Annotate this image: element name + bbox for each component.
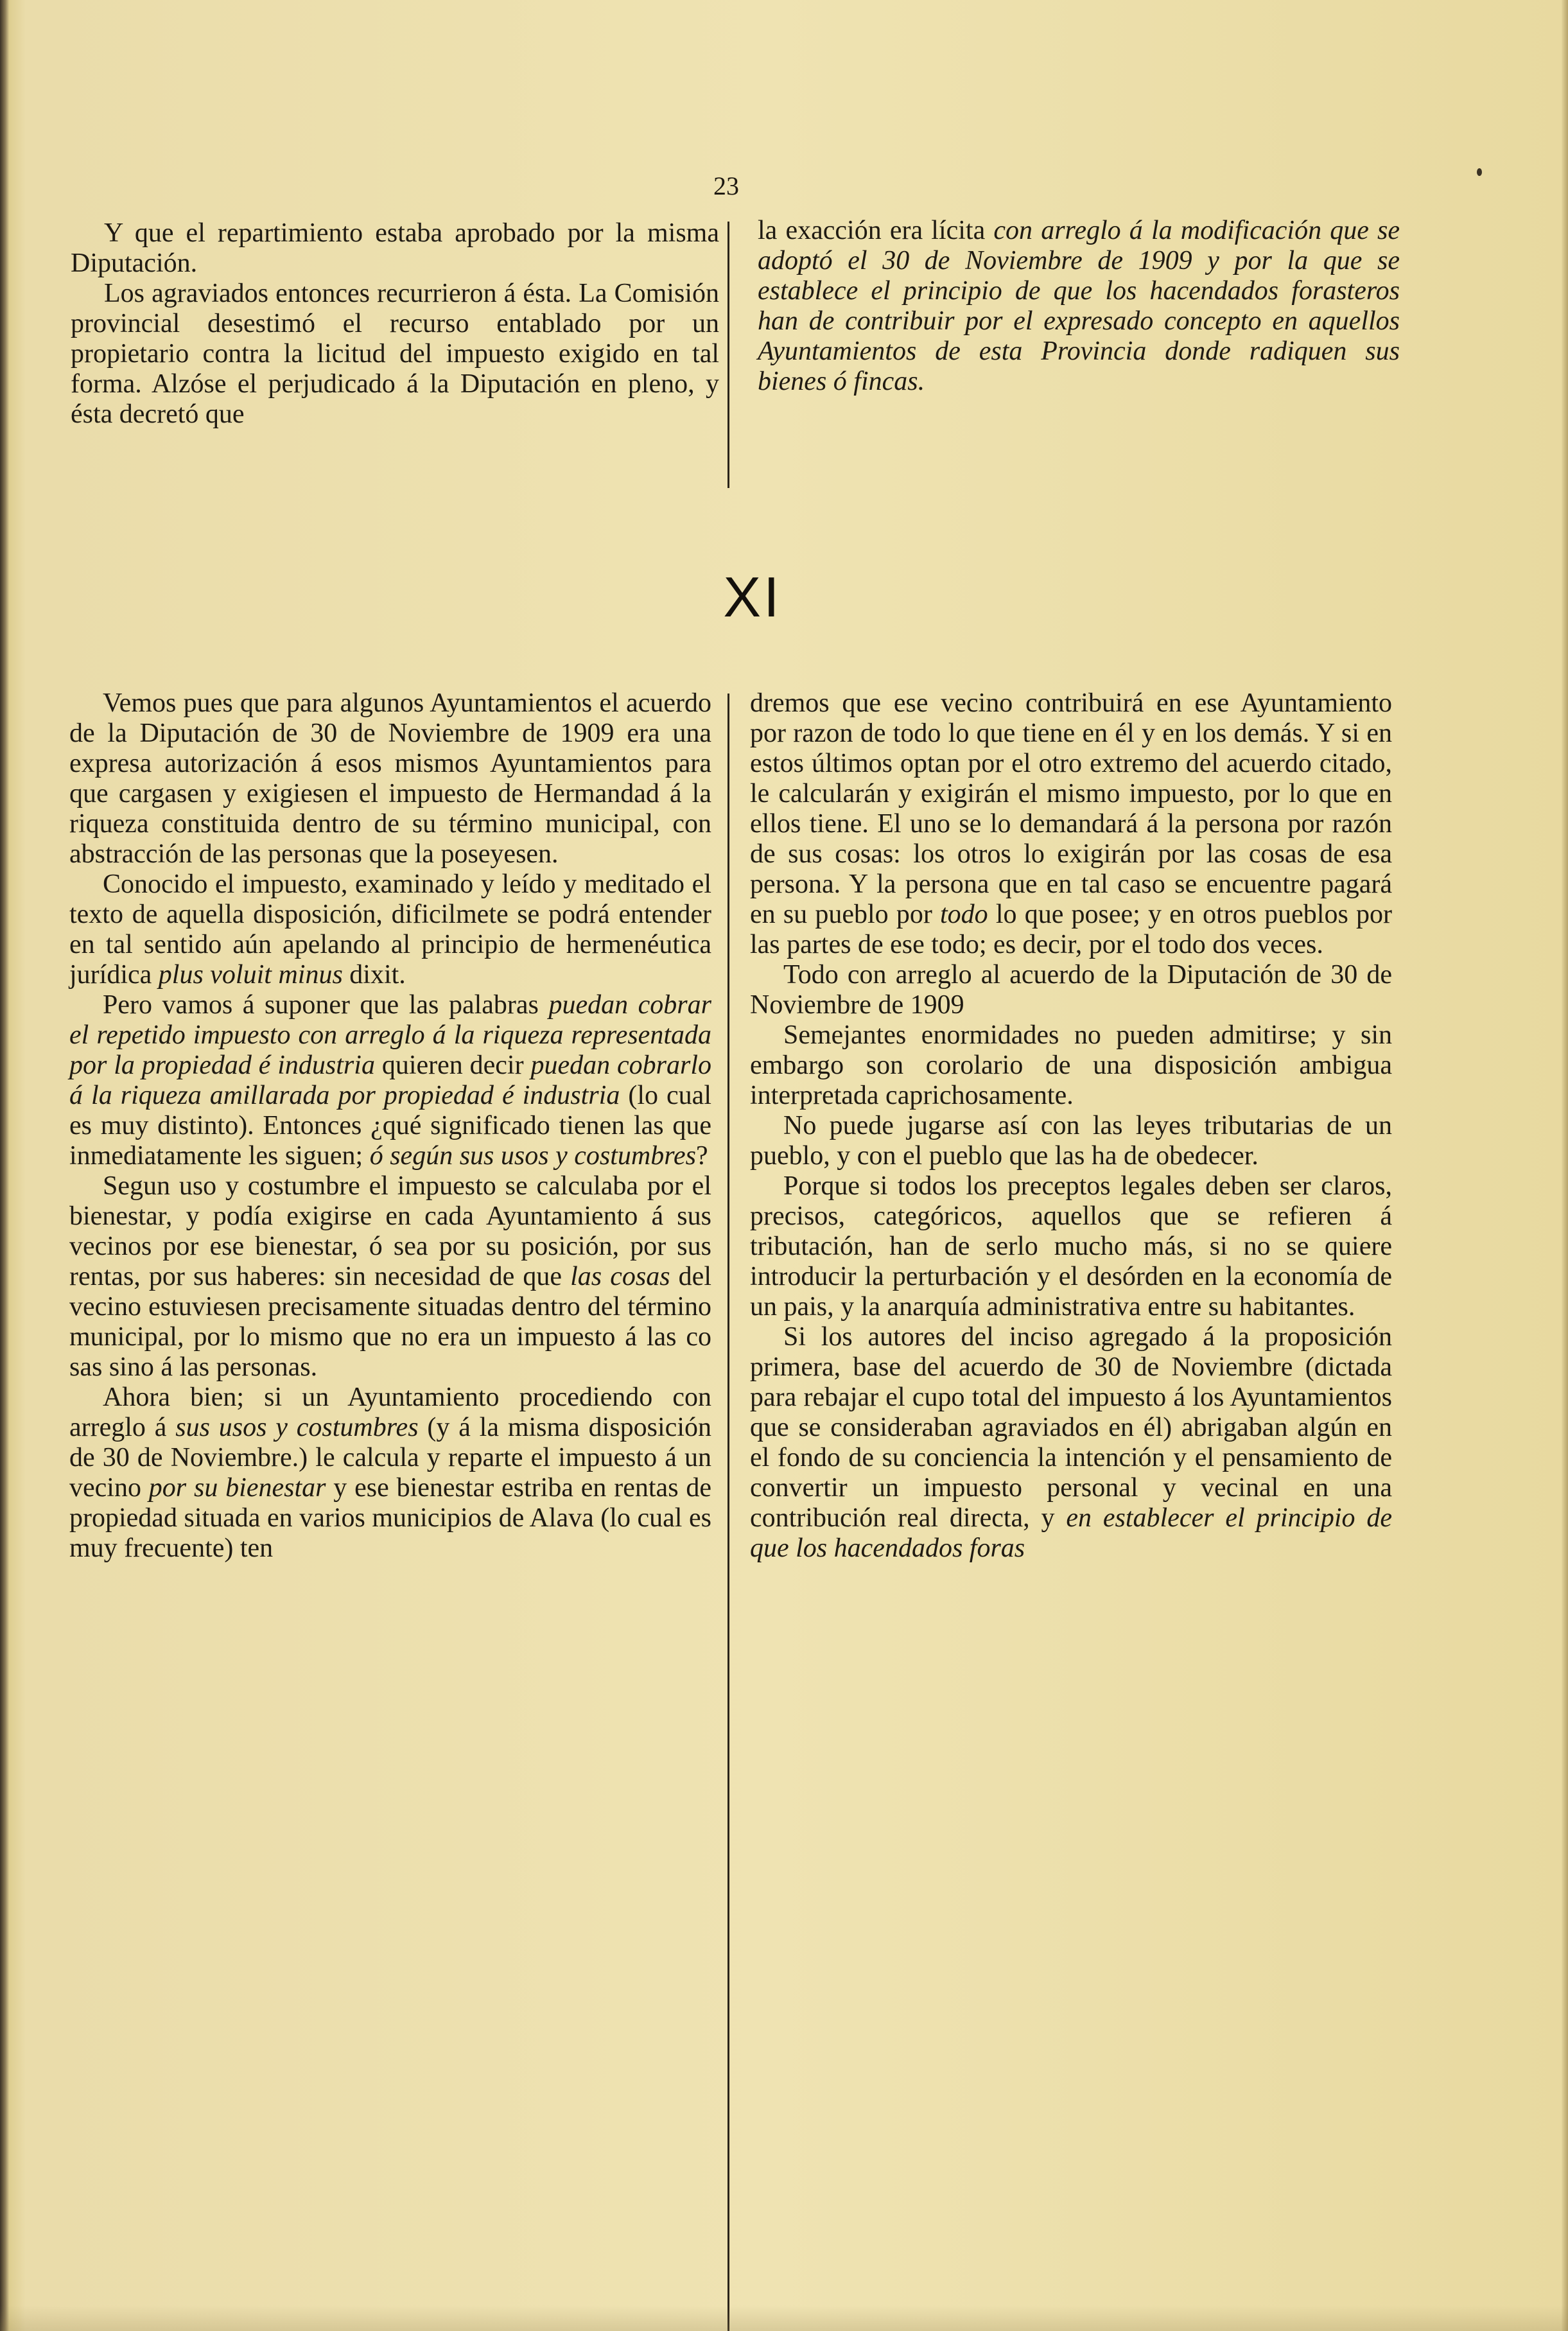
text-run: dremos que ese vecino contribuirá en ese Ayuntamiento por razon de todo lo que tiene en él y en los demás. Y si en estos últimos optan por el otro extremo del acuerdo citado, le calcularán y exigirán el mismo impuesto, por lo que en ellos tiene. El uno se lo demandará á la persona por razón de sus cosas: los otros lo exigirán por las cosas de esa persona. Y la persona que en tal caso se encuentre pagará en su pueblo por [750,688,1392,929]
italic-text: ó según sus usos y costumbres [369,1141,696,1171]
paragraph [69,1383,711,1564]
text-run: dixit. [342,960,406,990]
italic-text: plus voluit minus [158,960,343,990]
italic-text: con arreglo á la modificación que se adoptó el 30 de Noviembre de 1909 y por la que se establece el principio de que los hacendados forasteros han de contribuir por el expresado concepto en aquellos Ayuntamientos de esta Provincia donde radiquen sus bienes ó fincas. [758,216,1400,396]
text-run: Conocido el impuesto, examinado y leído y meditado el texto de aquella disposición, dificilmete se podrá entender en tal sentido aún apelando al principio de hermenéutica jurídica [69,869,711,990]
text-run: ? [695,1141,708,1171]
paragraph [750,960,1392,1020]
paragraph [750,1171,1392,1322]
text-run: Semejantes enormidades no pueden admitirse; y sin embargo son corolario de una disposición ambigua interpretada caprichosamente. [750,1020,1392,1110]
text-run: Ahora bien; si un Ayuntamiento procediendo con arreglo á [69,1383,711,1442]
ink-spot [1477,168,1482,176]
text-run: del vecino estuviesen precisamente situadas dentro del término municipal, por lo mismo que no era un impuesto á las co sas sino á las personas. [69,1262,711,1382]
column-divider-main [727,694,729,2331]
italic-text: sus usos y costumbres [175,1413,419,1442]
text-run: Todo con arreglo al acuerdo de la Diputación de 30 de Noviembre de 1909 [750,960,1392,1020]
text-run: Y que el repartimiento estaba aprobado por la misma Diputación. [71,218,719,278]
main-left-column [69,688,711,1564]
paragraph [750,688,1392,960]
paragraph [69,688,711,869]
top-right-column [758,216,1400,397]
text-run: Los agraviados entonces recurrieron á ésta. La Comisión provincial desestimó el recurso entablado por un propietario contra la licitud del impuesto exigido en tal forma. Alzóse el perjudicado á la Diputación en pleno, y ésta decretó que [71,279,719,429]
text-run: (y á la misma disposición de 30 de Noviembre.) le calcula y reparte el impuesto á un vecino [69,1413,711,1503]
paragraph [71,279,719,430]
italic-text: todo [940,900,988,929]
italic-text: puedan cobrar el repetido impuesto con arreglo á la riqueza representada por la propiedad é industria [69,990,711,1080]
paragraph [69,990,711,1171]
text-run: la exacción era lícita [758,216,994,245]
italic-text: las cosas [570,1262,670,1291]
text-run: (lo cual es muy distinto). Entonces ¿qué significado tienen las que inmediatamente les siguen; [69,1081,711,1171]
main-right-column [750,688,1392,1564]
page-binding-edge [0,0,9,2331]
paragraph [71,218,719,279]
column-divider-top [727,222,729,488]
text-run: lo que posee; y en otros pueblos por las partes de ese todo; es decir, por el todo dos veces. [750,900,1392,959]
paragraph [758,216,1400,397]
text-run: Vemos pues que para algunos Ayuntamientos el acuerdo de la Diputación de 30 de Noviembre de 1909 era una expresa autorización á esos mismos Ayuntamientos para que cargasen y exigiesen el impuesto de Hermandad á la riqueza constituida dentro de su término municipal, con abstracción de las personas que la poseyesen. [69,688,711,869]
section-heading: XI [723,565,782,629]
paragraph [750,1020,1392,1111]
italic-text: por su bienestar [148,1473,326,1503]
paragraph [750,1322,1392,1564]
italic-text: puedan cobrarlo á la riqueza amillarada por propiedad é industria [69,1051,711,1110]
text-run: Pero vamos á suponer que las palabras [103,990,549,1020]
text-run: Segun uso y costumbre el impuesto se calculaba por el bienestar, y podía exigirse en cada Ayuntamiento á sus vecinos por ese bienestar, ó sea por su posición, por sus rentas, por sus haberes: sin necesidad de que [69,1171,711,1291]
paragraph [69,1171,711,1383]
text-run: Si los autores del inciso agregado á la proposición primera, base del acuerdo de 30 de Noviembre (dictada para rebajar el cupo total del impuesto á los Ayuntamientos que se consideraban agraviados en él) abrigaban algún en el fondo de su conciencia la intención y el pensamiento de convertir un impuesto personal y vecinal en una contribución real directa, y [750,1322,1392,1533]
page-right-edge [1562,0,1568,2331]
paragraph [750,1111,1392,1171]
top-left-column [71,218,719,430]
page-bottom-shade [0,2305,1568,2331]
text-run: y ese bienestar estriba en rentas de propiedad situada en varios municipios de Alava (lo cual es muy frecuente) ten [69,1473,712,1563]
page-number: 23 [713,171,739,200]
text-run: quieren decir [374,1051,531,1080]
paragraph [69,869,711,990]
text-run: No puede jugarse así con las leyes tributarias de un pueblo, y con el pueblo que las ha de obedecer. [750,1111,1392,1171]
text-run: Porque si todos los preceptos legales deben ser claros, precisos, categóricos, aquellos que se refieren á tributación, han de serlo mucho más, si no se quiere introducir la perturbación y el desórden en la economía de un pais, y la anarquía administrativa entre su habitantes. [750,1171,1392,1322]
italic-text: en establecer el principio de que los hacendados foras [750,1503,1392,1563]
